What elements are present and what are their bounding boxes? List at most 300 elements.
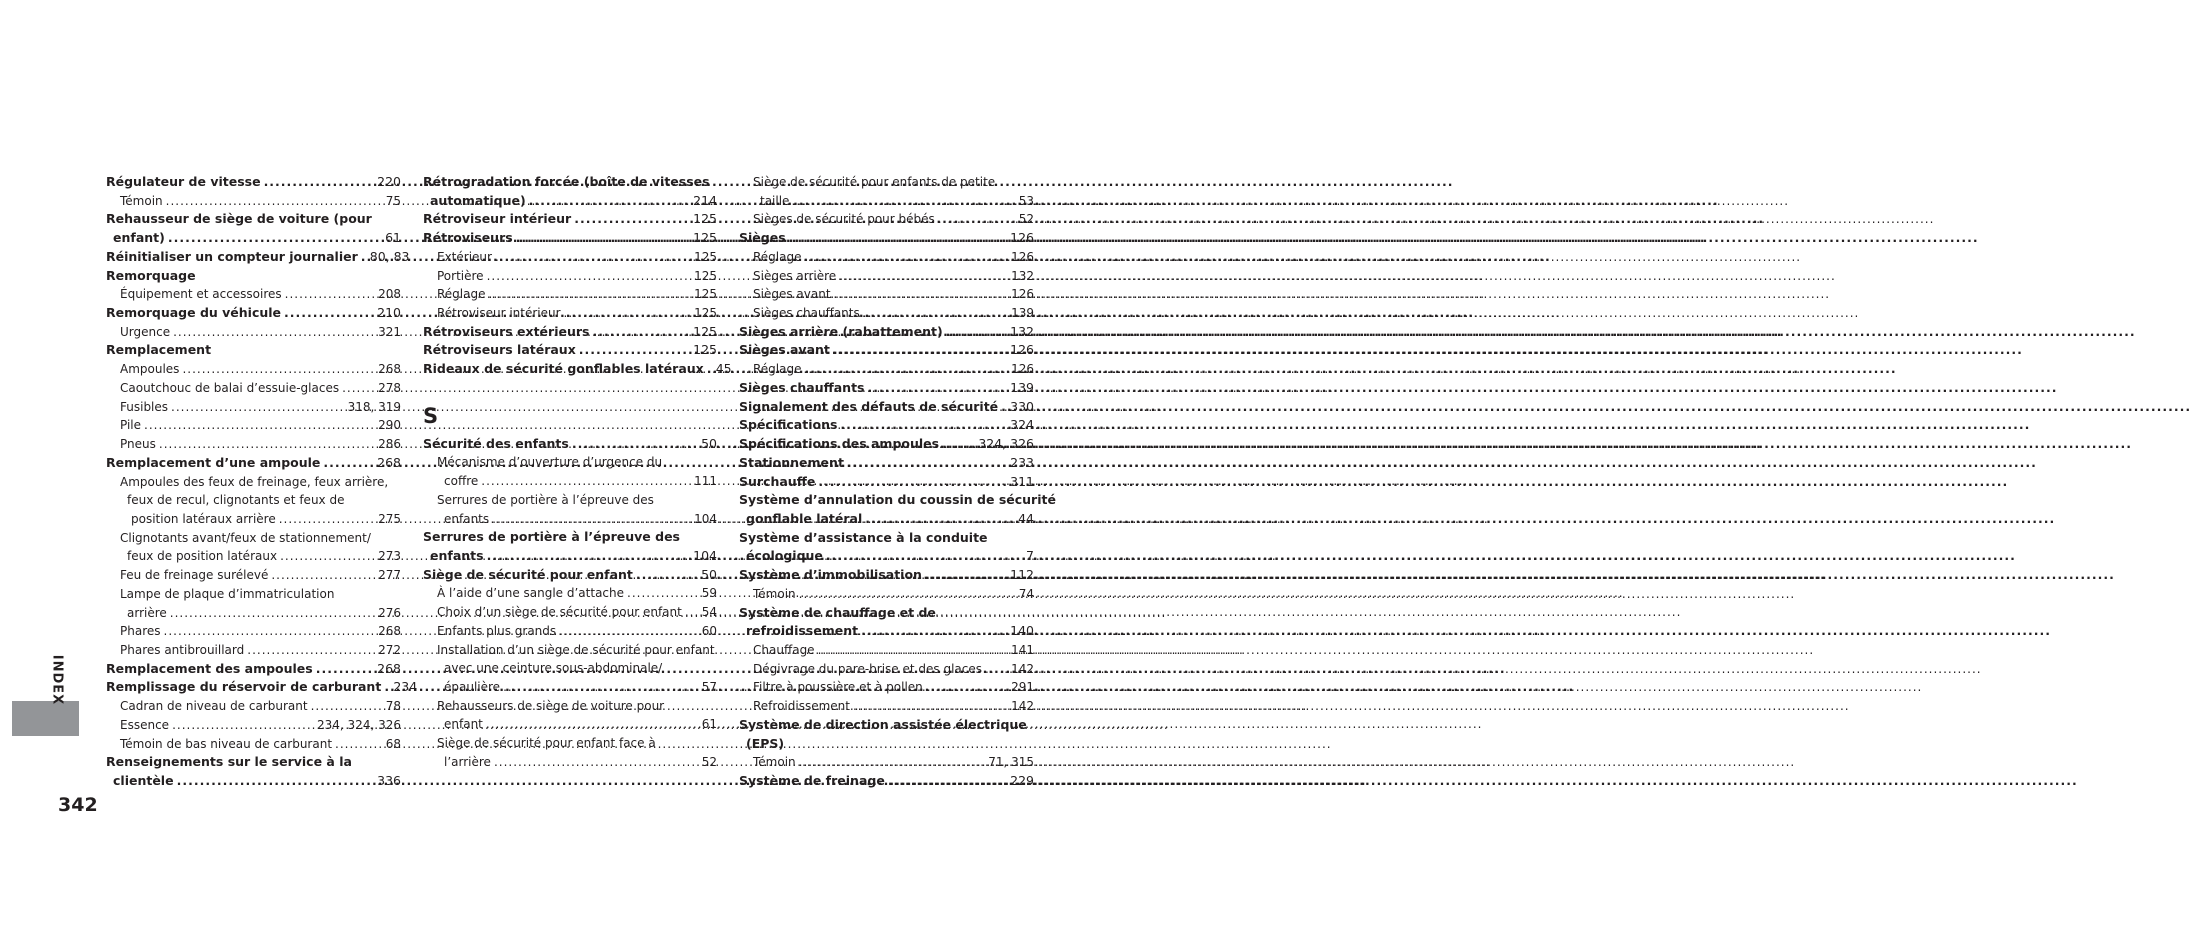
dot-leader — [805, 248, 1009, 267]
page-reference[interactable]: 210 — [377, 305, 401, 321]
page-reference[interactable]: 220 — [377, 174, 401, 189]
index-subentry — [106, 622, 401, 641]
page-reference[interactable]: 125 — [693, 323, 717, 339]
entry-text: enfant) — [113, 230, 165, 246]
index-entry — [423, 566, 717, 585]
index-entry — [106, 248, 410, 267]
dot-leader — [170, 604, 375, 623]
index-subentry — [106, 585, 401, 604]
page-reference[interactable]: 53 — [1018, 193, 1034, 208]
entry-text: Installation d’un siège de sécurité pour enfant — [437, 642, 715, 657]
entry-text: Feu de freinage surélevé — [120, 568, 269, 583]
page-reference[interactable]: 125 — [694, 268, 717, 283]
entry-text: Rehausseurs de siège de voiture pour — [437, 698, 665, 713]
entry-text: Signalement des défauts de sécurité — [739, 398, 999, 414]
index-subentry — [739, 285, 1034, 304]
page-reference[interactable]: 132 — [1011, 268, 1034, 283]
entry-text: Sièges arrière — [753, 268, 837, 283]
page-reference[interactable]: 140 — [1010, 623, 1034, 639]
entry-text: Témoin — [753, 755, 796, 770]
page-reference[interactable]: 268 — [378, 362, 401, 377]
index-subentry — [106, 510, 401, 529]
page-reference[interactable]: 132 — [1010, 323, 1034, 339]
page-reference[interactable]: 272 — [378, 642, 401, 657]
index-subentry — [423, 248, 717, 267]
page-reference[interactable]: 59 — [701, 586, 717, 601]
dot-leader — [799, 753, 986, 772]
entry-text: Stationnement — [739, 454, 844, 470]
page-reference[interactable]: 125 — [694, 249, 717, 264]
page-reference[interactable]: 275 — [378, 511, 401, 526]
dot-leader — [177, 772, 375, 791]
dot-leader — [173, 323, 375, 342]
page-reference[interactable]: 50 — [701, 566, 717, 582]
page-reference[interactable]: 229 — [1010, 773, 1034, 788]
index-subentry — [106, 529, 401, 548]
index-entry — [423, 173, 717, 192]
page-reference[interactable]: 104 — [693, 547, 717, 563]
index-entry — [106, 267, 401, 286]
index-subentry — [106, 323, 401, 342]
entry-text: Serrures de portière à l’épreuve des — [423, 529, 680, 545]
index-entry — [739, 473, 1034, 492]
entry-text: écologique — [746, 548, 823, 564]
index-subentry — [423, 603, 717, 622]
index-column-1 — [106, 173, 418, 791]
index-entry — [106, 229, 401, 248]
entry-text: À l’aide d’une sangle d’attache — [437, 586, 625, 601]
entry-text: avec une ceinture sous-abdominale/ — [444, 661, 663, 676]
dot-leader — [182, 360, 375, 379]
index-tab[interactable] — [12, 701, 79, 736]
dot-leader — [925, 566, 1007, 585]
entry-text: Témoin — [753, 586, 796, 601]
dot-leader — [342, 379, 375, 398]
dot-leader — [361, 248, 367, 267]
page-reference[interactable]: 208 — [378, 287, 401, 302]
index-subentry — [106, 416, 401, 435]
index-entry — [423, 323, 717, 342]
dot-leader — [494, 753, 699, 772]
entry-text: Pile — [120, 418, 142, 433]
index-entry — [739, 716, 1034, 735]
page-reference[interactable]: 71, 315 — [988, 755, 1034, 770]
dot-leader — [805, 360, 1009, 379]
dot-leader — [863, 304, 1008, 323]
index-tab-label: INDEX — [49, 654, 65, 706]
index-entry — [423, 341, 717, 360]
page-reference[interactable]: 139 — [1011, 306, 1034, 321]
index-column-2 — [423, 173, 732, 772]
page-reference[interactable]: 74 — [1018, 586, 1034, 601]
index-subentry — [106, 547, 401, 566]
index-entry — [106, 454, 401, 473]
dot-leader — [487, 267, 692, 286]
index-subentry — [423, 622, 717, 641]
entry-text: Filtre à poussière et à pollen — [753, 680, 923, 695]
dot-leader — [264, 173, 375, 192]
page-reference[interactable]: 125 — [693, 230, 717, 246]
index-entry — [106, 210, 401, 229]
index-subentry — [106, 491, 401, 510]
dot-leader — [792, 192, 1015, 211]
entry-text: Siège de sécurité pour enfant face à — [437, 736, 656, 751]
entry-text: Siège de sécurité pour enfants de petite — [753, 175, 996, 189]
page-reference[interactable]: 141 — [1011, 642, 1034, 657]
index-entry — [739, 529, 1034, 548]
entry-text: Système de freinage — [739, 773, 885, 788]
index-subentry — [423, 304, 717, 323]
dot-leader — [840, 416, 1007, 435]
index-subentry — [423, 678, 717, 697]
dot-leader — [868, 379, 1008, 398]
entry-text: Ampoules des feux de freinage, feux arrière, — [120, 474, 389, 489]
index-entry — [739, 604, 1034, 623]
index-entry — [739, 435, 1034, 454]
entry-text: Urgence — [120, 324, 171, 339]
entry-text: Sécurité des enfants — [423, 435, 569, 451]
index-subentry — [106, 566, 401, 585]
page-reference[interactable]: 276 — [378, 605, 401, 620]
index-subentry — [423, 715, 717, 734]
page-reference[interactable]: 139 — [1010, 379, 1034, 395]
index-entry — [739, 416, 1034, 435]
page-reference[interactable]: 61 — [701, 717, 717, 732]
index-subentry — [106, 398, 401, 417]
section-letter-heading: S — [423, 403, 439, 428]
page-reference[interactable]: 142 — [1011, 699, 1034, 714]
entry-text: Sièges de sécurité pour bébés — [753, 212, 935, 227]
entry-text: l’arrière — [444, 754, 491, 769]
entry-text: Système de direction assistée électrique — [739, 716, 1027, 732]
entry-text: taille — [760, 193, 790, 208]
dot-leader — [574, 210, 690, 229]
entry-text: Rétrogradation forcée (boîte de vitesses — [423, 174, 710, 189]
index-subentry — [106, 435, 401, 454]
page-reference[interactable]: 214 — [693, 192, 717, 208]
dot-leader — [789, 229, 1008, 248]
page-reference[interactable]: 318, 319 — [347, 399, 401, 414]
page-reference[interactable]: 57 — [701, 679, 717, 694]
index-entry — [739, 772, 1034, 791]
dot-leader — [166, 192, 383, 211]
dot-leader — [487, 547, 691, 566]
page-reference[interactable]: 44 — [1018, 510, 1034, 526]
dot-leader — [799, 585, 1016, 604]
page-reference[interactable]: 112 — [1010, 567, 1034, 583]
dot-leader — [144, 416, 375, 435]
entry-text: Remplacement d’une ampoule — [106, 454, 321, 470]
entry-text: enfant — [444, 717, 483, 732]
dot-leader — [1001, 398, 1007, 417]
index-column-3 — [739, 173, 1056, 791]
entry-text: position latéraux arrière — [131, 511, 276, 526]
entry-text: clientèle — [113, 773, 174, 788]
index-entry — [423, 528, 717, 547]
entry-text: feux de position latéraux — [127, 549, 278, 564]
page-reference[interactable]: 234, 324, 326 — [317, 717, 401, 732]
index-entry — [423, 435, 717, 454]
dot-leader — [627, 584, 699, 603]
page-reference[interactable]: 111 — [694, 474, 717, 489]
index-subentry — [423, 584, 717, 603]
index-entry — [739, 510, 1034, 529]
page-reference[interactable]: 68 — [385, 736, 401, 751]
page-reference[interactable]: 61 — [385, 230, 401, 246]
page-reference[interactable]: 286 — [378, 437, 401, 452]
index-subentry — [739, 753, 1034, 772]
entry-text: Système d’annulation du coussin de sécurité — [739, 492, 1056, 508]
entry-text: Sièges chauffants — [739, 379, 865, 395]
index-subentry — [739, 210, 1034, 229]
page-reference[interactable]: 336 — [377, 773, 401, 788]
page-reference[interactable]: 273 — [378, 549, 401, 564]
dot-leader — [926, 678, 1008, 697]
index-subentry — [423, 472, 717, 491]
index-subentry — [739, 248, 1034, 267]
page-reference[interactable]: 52 — [701, 754, 717, 769]
index-subentry — [739, 304, 1034, 323]
dot-leader — [280, 547, 375, 566]
dot-leader — [503, 678, 699, 697]
entry-text: Serrures de portière à l’épreuve des — [437, 492, 654, 507]
dot-leader — [516, 229, 690, 248]
page-reference[interactable]: 125 — [693, 211, 717, 227]
page-reference[interactable]: 268 — [378, 624, 401, 639]
index-entry — [423, 210, 717, 229]
dot-leader — [247, 641, 375, 660]
page-reference[interactable]: 80, 83 — [369, 248, 410, 264]
index-subentry — [423, 734, 717, 753]
entry-text: Extérieur — [437, 249, 492, 264]
entry-text: Remplacement des ampoules — [106, 660, 313, 676]
page-reference[interactable]: 50 — [701, 435, 717, 451]
dot-leader — [833, 341, 1007, 360]
dot-leader — [316, 660, 374, 679]
page-reference[interactable]: 54 — [701, 605, 717, 620]
dot-leader — [707, 360, 713, 379]
dot-leader — [559, 622, 699, 641]
entry-text: Rehausseur de siège de voiture (pour — [106, 211, 372, 227]
page-reference[interactable]: 268 — [377, 454, 401, 470]
entry-text: Phares antibrouillard — [120, 642, 245, 657]
entry-text: Choix d’un siège de sécurité pour enfant — [437, 605, 682, 620]
page-reference[interactable]: 45 — [715, 361, 732, 377]
entry-text: gonflable latéral — [746, 510, 863, 526]
page-reference[interactable]: 104 — [694, 511, 717, 526]
page-reference[interactable]: 126 — [1010, 230, 1034, 246]
page-reference[interactable]: 330 — [1010, 398, 1035, 414]
entry-text: Équipement et accessoires — [120, 287, 282, 302]
entry-text: Réglage — [753, 362, 802, 377]
index-entry — [739, 341, 1034, 360]
page-reference[interactable]: 278 — [378, 380, 401, 395]
entry-text: Réinitialiser un compteur journalier — [106, 248, 358, 264]
entry-text: Cadran de niveau de carburant — [120, 699, 308, 714]
index-entry — [106, 341, 401, 360]
index-subentry — [106, 697, 401, 716]
entry-text: Régulateur de vitesse — [106, 174, 261, 189]
page-reference[interactable]: 142 — [1011, 661, 1034, 676]
entry-text: refroidissement — [746, 623, 859, 639]
index-subentry — [423, 697, 717, 716]
dot-leader — [839, 267, 1008, 286]
page-reference[interactable]: 324 — [1010, 417, 1034, 433]
index-subentry — [423, 285, 717, 304]
page-reference[interactable]: 126 — [1011, 287, 1034, 302]
entry-text: enfants — [430, 547, 484, 563]
dot-leader — [564, 304, 692, 323]
dot-leader — [489, 285, 692, 304]
dot-leader — [168, 229, 382, 248]
entry-text: enfants — [444, 511, 490, 526]
index-entry — [106, 772, 401, 791]
index-entry — [739, 323, 1034, 342]
entry-text: Spécifications — [739, 417, 838, 433]
entry-text: Rideaux de sécurité gonflables latéraux — [423, 361, 704, 377]
dot-leader — [861, 622, 1007, 641]
dot-leader — [888, 772, 1007, 791]
index-subentry — [106, 716, 401, 735]
index-entry — [423, 547, 717, 566]
index-subentry — [739, 660, 1034, 679]
entry-text: feux de recul, clignotants et feux de — [127, 493, 345, 508]
page-reference[interactable]: 7 — [1026, 548, 1034, 564]
dot-leader — [159, 435, 375, 454]
dot-leader — [495, 248, 691, 267]
entry-text: Système d’immobilisation — [739, 567, 922, 583]
dot-leader — [311, 697, 383, 716]
page-reference[interactable]: 126 — [1010, 342, 1034, 358]
index-subentry — [739, 360, 1034, 379]
index-entry — [739, 229, 1034, 248]
index-subentry — [739, 678, 1034, 697]
dot-leader — [335, 735, 383, 754]
entry-text: Remorquage — [106, 267, 196, 283]
page-reference[interactable]: 125 — [694, 306, 717, 321]
page-reference[interactable]: 78 — [385, 699, 401, 714]
index-entry — [739, 398, 1034, 417]
page-reference[interactable]: 233 — [1010, 454, 1034, 470]
page-reference[interactable]: 291 — [1011, 680, 1034, 695]
index-subentry — [106, 604, 401, 623]
index-subentry — [739, 697, 1034, 716]
entry-text: Dégivrage du pare-brise et des glaces — [753, 661, 983, 676]
entry-text: Ampoules — [120, 362, 180, 377]
entry-text: Essence — [120, 717, 170, 732]
entry-text: Système de chauffage et de — [739, 604, 936, 620]
entry-text: Rétroviseur intérieur — [423, 211, 572, 227]
page-reference[interactable]: 321 — [378, 324, 401, 339]
index-entry — [106, 173, 401, 192]
dot-leader — [284, 304, 374, 323]
entry-text: Portière — [437, 268, 484, 283]
dot-leader — [481, 472, 691, 491]
page-reference[interactable]: 290 — [378, 418, 401, 433]
page-reference[interactable]: 234 — [393, 679, 418, 695]
index-subentry — [739, 585, 1034, 604]
page-reference[interactable]: 277 — [378, 568, 401, 583]
entry-text: Enfants plus grands — [437, 623, 557, 638]
entry-text: Renseignements sur le service à la — [106, 754, 352, 770]
index-entry — [739, 566, 1034, 585]
index-subentry — [106, 285, 401, 304]
entry-text: Remplacement — [106, 342, 212, 358]
entry-text: Rétroviseur intérieur — [437, 306, 561, 321]
dot-leader — [529, 192, 690, 211]
entry-text: Siège de sécurité pour enfant — [423, 566, 633, 582]
dot-leader — [492, 510, 691, 529]
page-reference[interactable]: 126 — [1011, 362, 1034, 377]
index-entry — [106, 304, 401, 323]
entry-text: Fusibles — [120, 399, 169, 414]
page-reference[interactable]: 125 — [693, 342, 717, 358]
page-reference[interactable]: 75 — [385, 193, 401, 208]
entry-text: Système d’assistance à la conduite — [739, 529, 988, 545]
dot-leader — [818, 641, 1009, 660]
entry-text: Remplissage du réservoir de carburant — [106, 679, 382, 695]
dot-leader — [171, 398, 345, 417]
page-reference[interactable]: 268 — [377, 660, 401, 676]
page-reference[interactable]: 311 — [1010, 473, 1034, 489]
dot-leader — [384, 678, 390, 697]
entry-text: Remorquage du véhicule — [106, 305, 282, 321]
dot-leader — [818, 473, 1007, 492]
index-subentry — [423, 453, 717, 472]
dot-leader — [572, 435, 698, 454]
dot-leader — [826, 547, 1023, 566]
index-subentry — [739, 641, 1034, 660]
index-entry — [106, 678, 418, 697]
index-subentry — [106, 735, 401, 754]
index-entry — [423, 360, 732, 379]
entry-text: Rétroviseurs — [423, 230, 513, 246]
dot-leader — [592, 323, 690, 342]
entry-text: Sièges avant — [753, 287, 831, 302]
dot-leader — [279, 510, 375, 529]
page-reference[interactable]: 125 — [694, 287, 717, 302]
page-reference[interactable]: 52 — [1018, 212, 1034, 227]
dot-leader — [985, 660, 1008, 679]
entry-text: Réglage — [753, 249, 802, 264]
page-reference[interactable]: 126 — [1011, 249, 1034, 264]
entry-text: coffre — [444, 474, 479, 489]
page-reference[interactable]: 60 — [701, 623, 717, 638]
entry-text: Lampe de plaque d’immatriculation — [120, 586, 335, 601]
index-entry — [739, 379, 1034, 398]
dot-leader — [938, 210, 1016, 229]
index-subentry — [106, 473, 401, 492]
index-subentry — [423, 491, 717, 510]
index-subentry — [739, 267, 1034, 286]
entry-text: Caoutchouc de balai d’essuie-glaces — [120, 380, 340, 395]
entry-text: Sièges — [739, 230, 786, 246]
index-entry — [739, 491, 1056, 510]
index-subentry — [423, 641, 717, 660]
index-entry — [739, 547, 1034, 566]
entry-text: Refroidissement — [753, 699, 850, 714]
index-entry — [739, 454, 1034, 473]
entry-text: Phares — [120, 624, 161, 639]
page-number: 342 — [58, 794, 98, 816]
entry-text: arrière — [127, 605, 167, 620]
index-subentry — [106, 641, 401, 660]
page-reference[interactable]: 324, 326 — [978, 436, 1034, 452]
index-entry — [739, 622, 1034, 641]
dot-leader — [636, 566, 698, 585]
entry-text: Pneus — [120, 437, 156, 452]
entry-text: Clignotants avant/feux de stationnement/ — [120, 530, 371, 545]
